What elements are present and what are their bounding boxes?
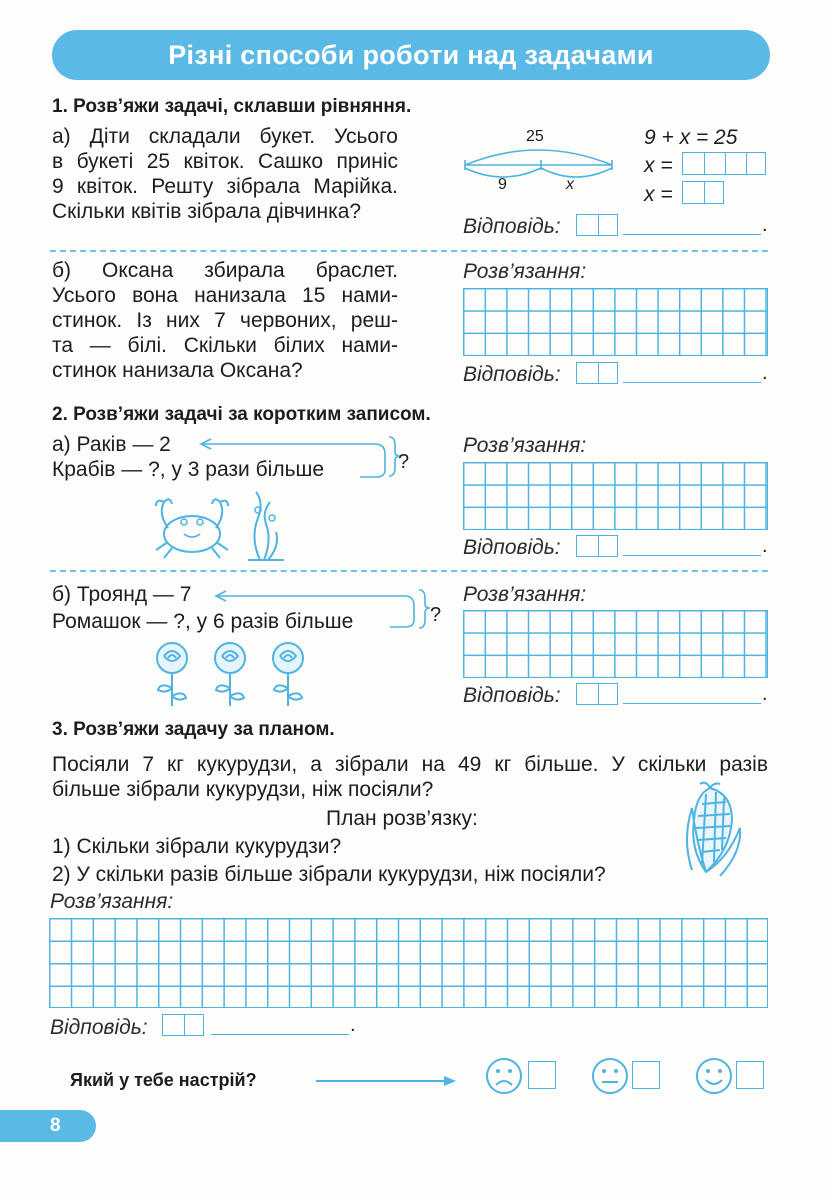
answer-label: Відповідь:	[463, 684, 561, 707]
text-line: 9 квіток. Решту зібрала Марійка.	[52, 175, 398, 198]
task2a-line1: а) Раків — 2	[52, 433, 171, 456]
segment-left-label: 9	[498, 176, 507, 193]
x-equals-2: x =	[644, 183, 673, 206]
question-mark: ?	[398, 451, 410, 473]
text-line: стинок. Із них 7 червоних, реш-	[52, 309, 398, 332]
task2a-line2: Крабів — ?, у 3 рази більше	[52, 458, 325, 481]
mood-happy-checkbox[interactable]	[736, 1061, 764, 1089]
question-mark: ?	[430, 604, 442, 626]
text-line: Усього вона нанизала 15 нами-	[52, 284, 398, 307]
answer-dot: .	[350, 1014, 356, 1036]
text-line: Скільки квітів зібрала дівчинка?	[52, 200, 362, 223]
task1-title: 1. Розв’яжи задачі, склавши рівняння.	[52, 96, 412, 117]
task2b-line2: Ромашок — ?, у 6 разів більше	[52, 610, 354, 633]
text-line: стинок нанизала Оксана?	[52, 359, 303, 382]
text-line: а) Діти складали букет. Усього	[52, 125, 398, 148]
solution-label: Розв’язання:	[463, 434, 587, 457]
plan-step-2: 2) У скільки разів більше зібрали кукурудзи, ніж посіяли?	[52, 863, 606, 886]
segment-right-label: x	[566, 176, 574, 193]
answer-label: Відповідь:	[463, 215, 561, 238]
sad-face-icon	[484, 1056, 524, 1096]
page-title: Різні способи роботи над задачами	[52, 30, 770, 80]
solution-label: Розв’язання:	[463, 583, 587, 606]
neutral-face-icon	[590, 1056, 630, 1096]
answer-dot: .	[762, 362, 768, 384]
equation: 9 + x = 25	[644, 126, 738, 149]
happy-face-icon	[694, 1056, 734, 1096]
plan-step-1: 1) Скільки зібрали кукурудзи?	[52, 835, 342, 858]
page-number: 8	[0, 1110, 96, 1142]
answer-label: Відповідь:	[463, 363, 561, 386]
text-line: більше зібрали кукурудзи, ніж посіяли?	[52, 778, 434, 801]
mood-sad-checkbox[interactable]	[528, 1061, 556, 1089]
x-equals-1: x =	[644, 154, 673, 177]
answer-dot: .	[762, 683, 768, 705]
answer-label: Відповідь:	[50, 1016, 148, 1039]
text-line: Посіяли 7 кг кукурудзи, а зібрали на 49 кг більше. У скільки разів	[52, 753, 768, 776]
mood-question: Який у тебе настрій?	[70, 1070, 257, 1090]
text-line: та — білі. Скільки білих нами-	[52, 334, 398, 357]
task2-title: 2. Розв’яжи задачі за коротким записом.	[52, 404, 431, 425]
mood-neutral-checkbox[interactable]	[632, 1061, 660, 1089]
answer-dot: .	[762, 214, 768, 236]
plan-title: План розв’язку:	[326, 807, 478, 830]
task3-title: 3. Розв’яжи задачу за планом.	[52, 719, 335, 740]
text-line: б) Оксана збирала браслет.	[52, 259, 398, 282]
text-line: в букеті 25 квіток. Сашко приніс	[52, 150, 398, 173]
task2b-line1: б) Троянд — 7	[52, 583, 192, 606]
answer-dot: .	[762, 535, 768, 557]
solution-label: Розв’язання:	[463, 260, 587, 283]
solution-label: Розв’язання:	[50, 890, 174, 913]
answer-label: Відповідь:	[463, 536, 561, 559]
segment-total-label: 25	[526, 128, 544, 145]
